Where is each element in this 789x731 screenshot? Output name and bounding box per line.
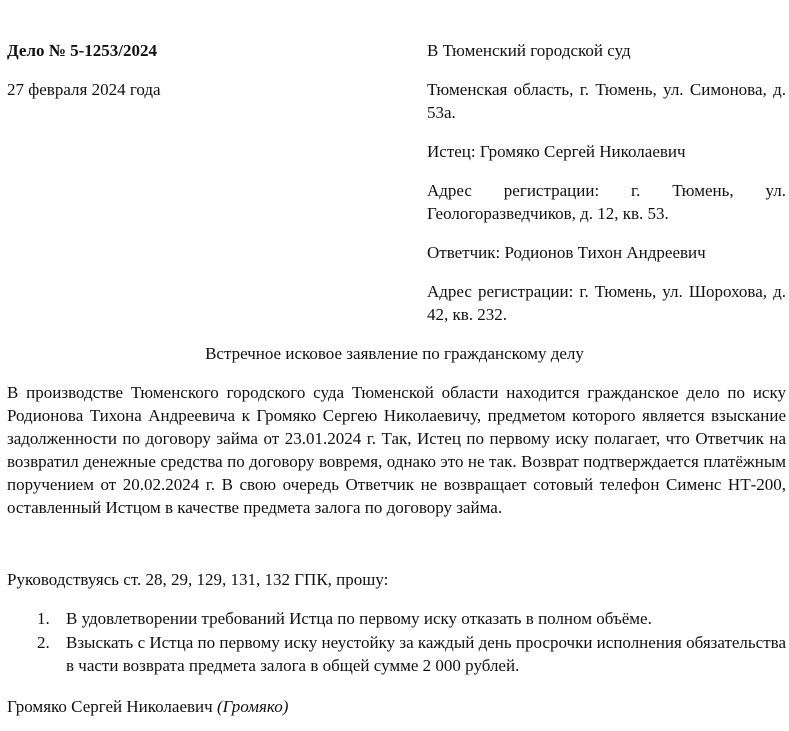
list-item-text: В удовлетворении требований Истца по первому иску отказать в полном объёме. xyxy=(66,609,652,628)
list-item xyxy=(7,631,786,677)
list-item xyxy=(7,607,786,630)
case-number: Дело № 5-1253/2024 xyxy=(7,41,157,60)
list-item-number: 1. xyxy=(37,609,50,628)
signature-name: Громяко Сергей Николаевич xyxy=(7,697,213,716)
addressee-block xyxy=(427,39,786,326)
court-address: Тюменская область, г. Тюмень, ул. Симонова, д. 53а. xyxy=(427,80,786,122)
defendant-address: Адрес регистрации: г. Тюмень, ул. Шорохова, д. 42, кв. 232. xyxy=(427,282,786,324)
defendant-name: Ответчик: Родионов Тихон Андреевич xyxy=(427,243,706,262)
request-list xyxy=(7,607,786,677)
body-paragraph: В производстве Тюменского городского суда Тюменской области находится гражданское дело по иску Родионова Тихона Андреевича к Громяко Сергею Николаевичу, предметом которого является взыскание задолженности по договору займа от 23.01.2024 г. Так, Истец по первому иску полагает, что Ответчик на возвратил денежные средства по договору вовремя, однако это не так. Возврат подтверждается платёжным поручением от 20.02.2024 г. В свою очередь Ответчик не возвращает сотовый телефон Сименс НТ-200, оставленный Истцом в качестве предмета залога по договору займа. xyxy=(7,383,786,517)
document-body xyxy=(7,381,786,519)
list-item-number: 2. xyxy=(37,633,50,652)
plaintiff-address: Адрес регистрации: г. Тюмень, ул. Геологоразведчиков, д. 12, кв. 53. xyxy=(427,181,786,223)
request-intro: Руководствуясь ст. 28, 29, 129, 131, 132 ГПК, прошу: xyxy=(7,570,389,589)
signature-line xyxy=(7,695,786,718)
court-name: В Тюменский городской суд xyxy=(427,41,631,60)
case-info xyxy=(7,39,337,101)
signature-mark: (Громяко) xyxy=(216,697,289,716)
plaintiff-name: Истец: Громяко Сергей Николаевич xyxy=(427,142,686,161)
document-date: 27 февраля 2024 года xyxy=(7,80,161,99)
list-item-text: Взыскать с Истца по первому иску неустойку за каждый день просрочки исполнения обязательства в части возврата предмета залога в общей сумме 2 000 рублей. xyxy=(66,633,786,675)
document-title: Встречное исковое заявление по гражданскому делу xyxy=(205,344,584,363)
